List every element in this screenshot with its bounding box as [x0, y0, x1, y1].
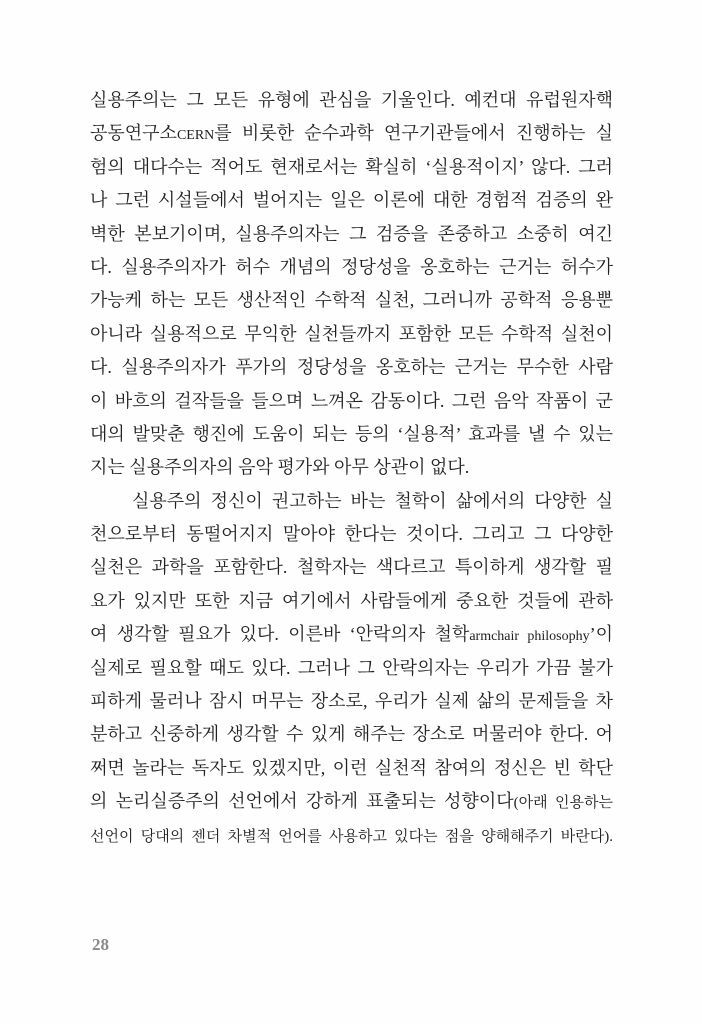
text-line — [90, 718, 613, 751]
text-line — [90, 351, 613, 384]
korean-text-segment: 나 그런 시설들에서 벌어지는 일은 이론에 대한 경험적 검증의 완 — [90, 190, 613, 211]
korean-text-segment: 다. 실용주의자가 허수 개념의 정당성을 옹호하는 근거는 허수가 — [90, 256, 613, 277]
latin-inline-text: armchair philosophy — [469, 629, 590, 645]
text-line — [90, 184, 613, 217]
korean-text-segment: 벽한 본보기이며, 실용주의자는 그 검증을 존중하고 소중히 여긴 — [90, 223, 613, 244]
korean-text-segment: 다. 실용주의자가 푸가의 정당성을 옹호하는 근거는 무수한 사람 — [90, 357, 613, 378]
text-line — [90, 785, 613, 818]
text-line — [90, 585, 613, 618]
korean-text-segment: 험의 대다수는 적어도 현재로서는 확실히 ‘실용적이지’ 않다. 그러 — [90, 156, 613, 177]
text-line — [90, 385, 613, 418]
text-line — [90, 685, 613, 718]
text-line — [90, 151, 613, 184]
text-line — [90, 284, 613, 317]
korean-text-segment: 실제로 필요할 때도 있다. 그러나 그 안락의자는 우리가 가끔 불가 — [90, 657, 613, 678]
page-number: 28 — [92, 935, 109, 954]
korean-text-segment: 분하고 신중하게 생각할 수 있게 해주는 장소로 머물러야 한다. 어 — [90, 724, 613, 745]
korean-text-segment: 실용주의 정신이 권고하는 바는 철학이 삶에서의 다양한 실 — [132, 490, 613, 511]
korean-text-segment: 실용주의는 그 모든 유형에 관심을 기울인다. 예컨대 유럽원자핵 — [90, 90, 613, 110]
korean-text-segment: 선언이 당대의 젠더 차별적 언어를 사용하고 있다는 점을 양해해주기 바란다). — [90, 828, 613, 845]
korean-text-segment: 여 생각할 필요가 있다. 이른바 ‘안락의자 철학 — [90, 624, 470, 645]
text-line — [90, 117, 613, 150]
korean-text-segment: 피하게 물러나 잠시 머무는 장소로, 우리가 실제 삶의 문제들을 차 — [90, 691, 613, 712]
latin-inline-text: CERN — [176, 128, 215, 144]
korean-text-segment: 의 논리실증주의 선언에서 강하게 표출되는 성향이다 — [90, 791, 514, 812]
text-line — [90, 485, 613, 518]
text-line — [90, 84, 613, 117]
text-line — [90, 752, 613, 785]
korean-text-segment: 천으로부터 동떨어지지 말아야 한다는 것이다. 그리고 그 다양한 — [90, 524, 613, 545]
korean-text-segment: 이 바흐의 걸작들을 들으며 느껴온 감동이다. 그런 음악 작품이 군 — [90, 390, 613, 411]
text-line — [90, 652, 613, 685]
korean-text-segment: 실천은 과학을 포함한다. 철학자는 색다르고 특이하게 생각할 필 — [90, 557, 613, 578]
korean-text-segment: (아래 인용하는 — [513, 795, 613, 812]
text-line — [90, 251, 613, 284]
korean-text-segment: ’이 — [589, 624, 613, 645]
text-line — [90, 318, 613, 351]
korean-text-segment: 쩌면 놀라는 독자도 있겠지만, 이런 실천적 참여의 정신은 빈 학단 — [90, 757, 613, 778]
text-line — [90, 618, 613, 651]
korean-text-segment: 지는 실용주의자의 음악 평가와 아무 상관이 없다. — [90, 457, 470, 478]
korean-text-segment: 가능케 하는 모든 생산적인 수학적 실천, 그러니까 공학적 응용뿐 — [90, 290, 613, 311]
text-line — [90, 518, 613, 551]
korean-text-segment: 를 비롯한 순수과학 연구기관들에서 진행하는 실 — [214, 123, 613, 144]
text-line — [90, 551, 613, 584]
korean-text-segment: 요가 있지만 또한 지금 여기에서 사람들에게 중요한 것들에 관하 — [90, 590, 613, 611]
text-line — [90, 418, 613, 451]
body-text — [90, 84, 613, 852]
text-line — [90, 218, 613, 251]
korean-text-segment: 공동연구소 — [90, 123, 177, 144]
korean-text-segment: 아니라 실용적으로 무익한 실천들까지 포함한 모든 수학적 실천이 — [90, 323, 613, 344]
korean-text-segment: 대의 발맞춘 행진에 도움이 되는 등의 ‘실용적’ 효과를 낼 수 있는 — [90, 423, 613, 444]
text-line — [90, 819, 613, 852]
text-line — [90, 451, 613, 484]
